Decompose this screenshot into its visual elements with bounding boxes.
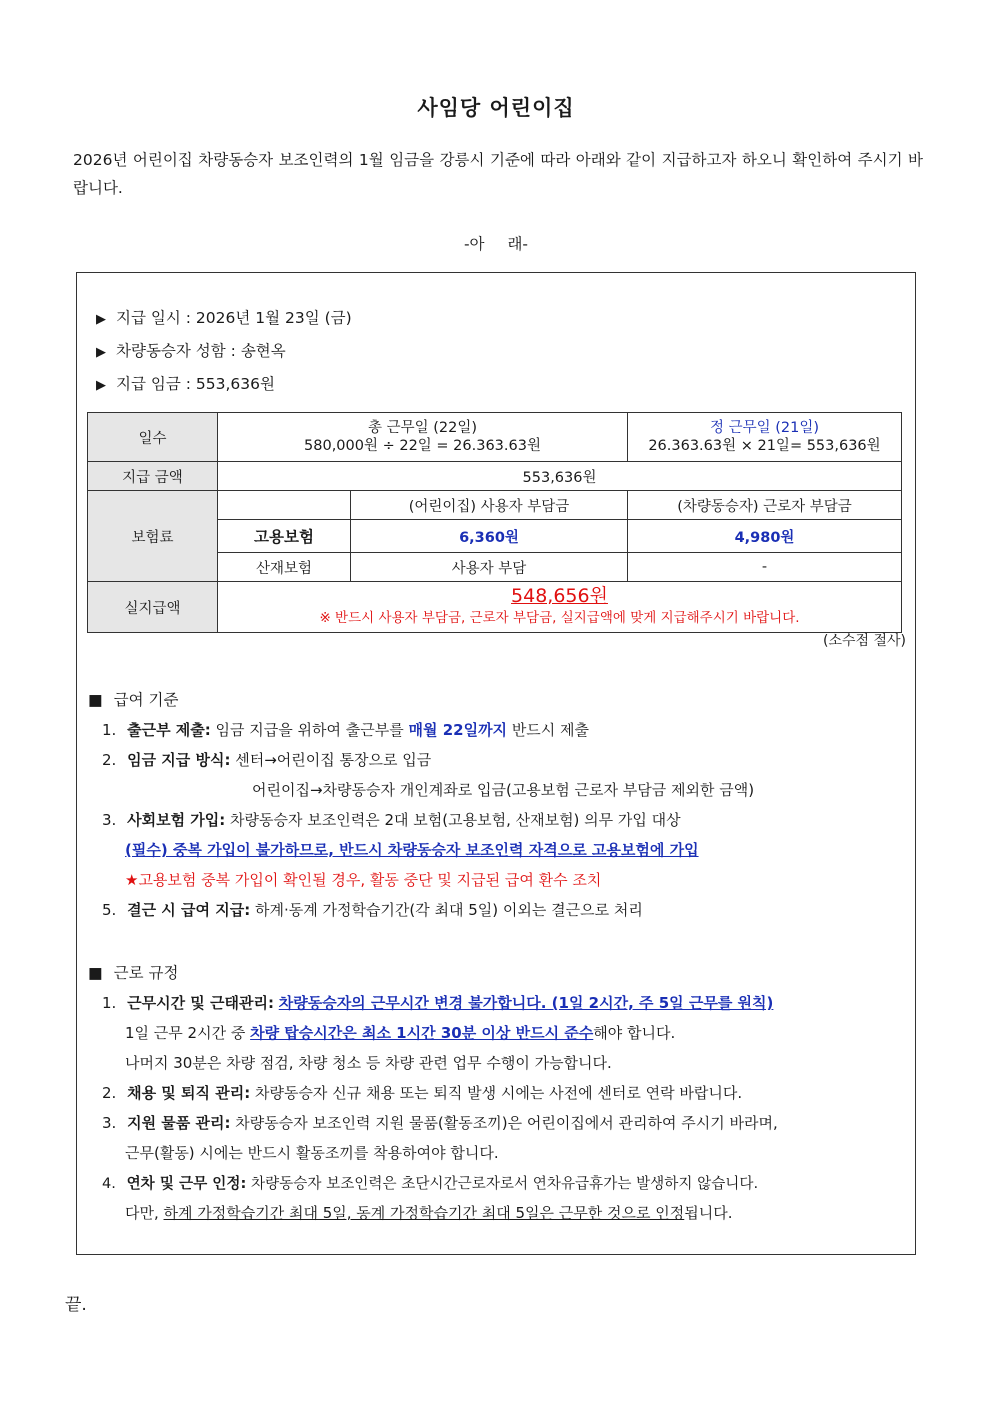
insurance-corner-cell xyxy=(218,491,351,520)
net-pay-cell xyxy=(218,582,902,633)
regular-days-cell xyxy=(628,413,902,462)
pay-item-1: 1. 출근부 제출: 임금 지급을 위하여 출근부를 매월 22일까지 반드시 제출 xyxy=(102,721,590,739)
net-pay-amount: 548,656원 xyxy=(511,585,608,607)
pay-section-title: ■ 급여 기준 xyxy=(88,691,179,709)
employment-insurance-label: 고용보험 xyxy=(218,520,351,553)
bullet-worker-name: ▶ 차량동승자 성함 : 송현옥 xyxy=(96,342,286,360)
employment-worker-amount: 4,980원 xyxy=(628,520,902,553)
square-bullet-icon: ■ xyxy=(88,691,103,709)
bullet-pay-date: ▶ 지급 일시 : 2026년 1월 23일 (금) xyxy=(96,309,352,327)
bullet-pay-amount: ▶ 지급 임금 : 553,636원 xyxy=(96,375,275,393)
worker-share-header: (차량동승자) 근로자 부담금 xyxy=(628,491,902,520)
square-bullet-icon: ■ xyxy=(88,964,103,982)
wage-table xyxy=(87,412,902,633)
total-days-calc: 580,000원 ÷ 22일 = 26.363.63원 xyxy=(304,438,541,454)
triangle-right-icon: ▶ xyxy=(96,312,106,327)
work-section-title: ■ 근로 규정 xyxy=(88,964,179,982)
decimal-note: (소수점 절사) xyxy=(823,633,906,649)
employer-share-header: (어린이집) 사용자 부담금 xyxy=(351,491,628,520)
pay-item-2-line2: 어린이집→차량동승자 개인계좌로 입금(고용보험 근로자 부담금 제외한 금액) xyxy=(252,781,755,799)
days-label: 일수 xyxy=(88,413,218,462)
pay-item-5: 5. 결근 시 급여 지급: 하계·동계 가정학습기간(각 최대 5일) 이외는 결근으로 처리 xyxy=(102,901,643,919)
section-heading-below: -아 래- xyxy=(463,235,529,253)
accident-worker-share: - xyxy=(628,553,902,582)
pay-item-3-warning: ★고용보험 중복 가입이 확인될 경우, 활동 중단 및 지급된 급여 환수 조치 xyxy=(125,871,602,889)
employment-employer-amount: 6,360원 xyxy=(351,520,628,553)
pay-value: 553,636원 xyxy=(218,462,902,491)
pay-label: 지급 금액 xyxy=(88,462,218,491)
work-item-3-line2: 근무(활동) 시에는 반드시 활동조끼를 착용하여야 합니다. xyxy=(125,1144,499,1162)
triangle-right-icon: ▶ xyxy=(96,378,106,393)
work-item-2: 2. 채용 및 퇴직 관리: 차량동승자 신규 채용 또는 퇴직 발생 시에는 사전에 센터로 연락 바랍니다. xyxy=(102,1084,743,1102)
work-item-1-line3: 나머지 30분은 차량 점검, 차량 청소 등 차량 관련 업무 수행이 가능합니다. xyxy=(125,1054,612,1072)
net-pay-note: ※ 반드시 사용자 부담금, 근로자 부담금, 실지급액에 맞게 지급해주시기 바랍니다. xyxy=(319,610,800,626)
total-days-title: 총 근무일 (22일) xyxy=(367,420,478,436)
pay-item-2: 2. 임금 지급 방식: 센터→어린이집 통장으로 입금 xyxy=(102,751,432,769)
work-item-1-line2: 1일 근무 2시간 중 차량 탑승시간은 최소 1시간 30분 이상 반드시 준수해야 합니다. xyxy=(125,1024,676,1042)
work-item-1: 1. 근무시간 및 근태관리: 차량동승자의 근무시간 변경 불가합니다. (1일 2시간, 주 5일 근무를 원칙) xyxy=(102,994,774,1012)
insurance-label: 보험료 xyxy=(88,491,218,582)
work-item-4: 4. 연차 및 근무 인정: 차량동승자 보조인력은 초단시간근로자로서 연차유급휴가는 발생하지 않습니다. xyxy=(102,1175,759,1192)
intro-paragraph: 2026년 어린이집 차량동승자 보조인력의 1월 임금을 강릉시 기준에 따라 아래와 같이 지급하고자 하오니 확인하여 주시기 바랍니다. xyxy=(73,151,923,197)
end-mark: 끝. xyxy=(65,1295,87,1315)
net-pay-label: 실지급액 xyxy=(88,582,218,633)
total-days-cell xyxy=(218,413,628,462)
regular-days-calc: 26.363.63원 × 21일= 553,636원 xyxy=(648,438,881,454)
accident-insurance-label: 산재보험 xyxy=(218,553,351,582)
triangle-right-icon: ▶ xyxy=(96,345,106,360)
pay-item-3: 3. 사회보험 가입: 차량동승자 보조인력은 2대 보험(고용보험, 산재보험) 의무 가입 대상 xyxy=(102,811,681,829)
page-title: 사임당 어린이집 xyxy=(417,96,575,120)
work-item-4-line2: 다만, 하계 가정학습기간 최대 5일, 동계 가정학습기간 최대 5일은 근무한 것으로 인정됩니다. xyxy=(125,1204,733,1222)
pay-item-3-required: (필수) 중복 가입이 불가하므로, 반드시 차량동승자 보조인력 자격으로 고용보험에 가입 xyxy=(125,841,699,859)
regular-days-title: 정 근무일 (21일) xyxy=(709,420,820,436)
work-item-3: 3. 지원 물품 관리: 차량동승자 보조인력 지원 물품(활동조끼)은 어린이집에서 관리하여 주시기 바라며, xyxy=(102,1114,778,1132)
accident-employer-share: 사용자 부담 xyxy=(351,553,628,582)
